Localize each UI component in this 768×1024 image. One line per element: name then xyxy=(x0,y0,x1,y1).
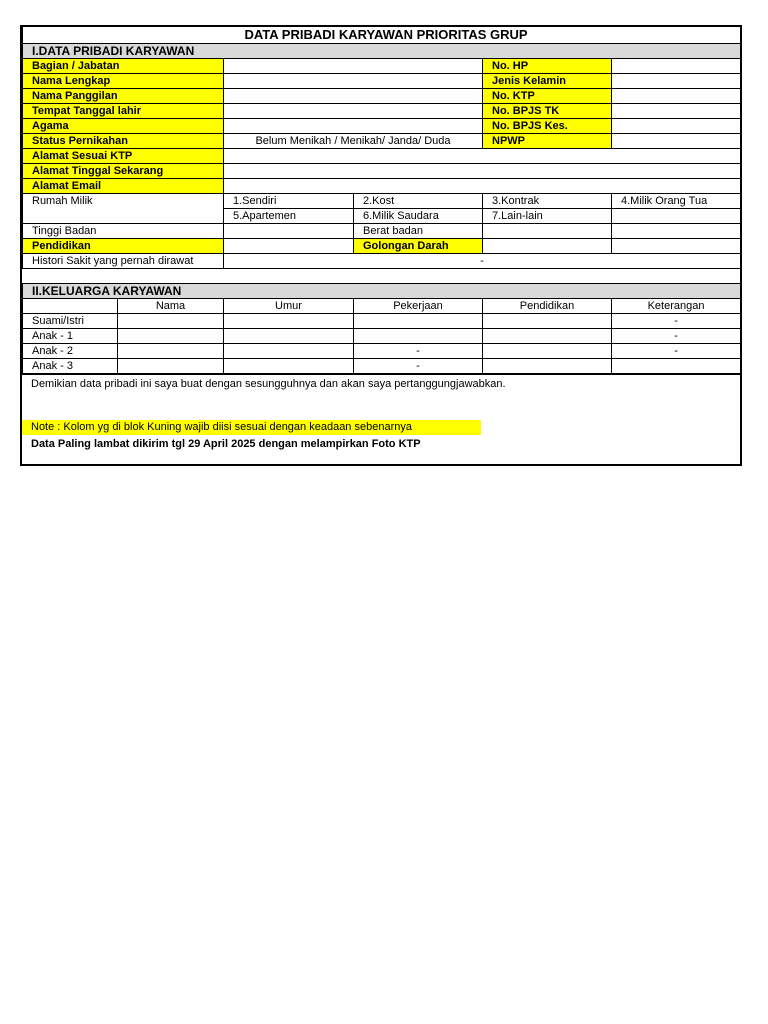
rumah-option-apartemen[interactable]: 5.Apartemen xyxy=(224,209,354,224)
field-nama-panggilan[interactable] xyxy=(224,89,483,104)
field-berat-badan[interactable] xyxy=(483,224,612,239)
family-cell-pendidikan[interactable] xyxy=(483,329,612,344)
field-golongan-extra[interactable] xyxy=(612,239,741,254)
label-berat-badan: Berat badan xyxy=(354,224,483,239)
field-bpjs-kes[interactable] xyxy=(612,119,741,134)
label-no-hp: No. HP xyxy=(483,59,612,74)
field-bpjs-tk[interactable] xyxy=(612,104,741,119)
family-cell-pekerjaan[interactable]: - xyxy=(354,359,483,374)
family-col-umur: Umur xyxy=(224,299,354,314)
field-golongan-darah[interactable] xyxy=(483,239,612,254)
statement-text: Demikian data pribadi ini saya buat dengan sesungguhnya dan akan saya pertanggungjawabkan. xyxy=(31,378,506,390)
family-cell-pendidikan[interactable] xyxy=(483,314,612,329)
rumah-option-kontrak[interactable]: 3.Kontrak xyxy=(483,194,612,209)
rumah-option-empty xyxy=(612,209,741,224)
table-row xyxy=(23,344,741,359)
field-ttl[interactable] xyxy=(224,104,483,119)
family-cell-pekerjaan[interactable] xyxy=(354,329,483,344)
rumah-option-lain-lain[interactable]: 7.Lain-lain xyxy=(483,209,612,224)
field-nama-lengkap[interactable] xyxy=(224,74,483,89)
rumah-option-kost[interactable]: 2.Kost xyxy=(354,194,483,209)
label-no-ktp: No. KTP xyxy=(483,89,612,104)
field-berat-extra[interactable] xyxy=(612,224,741,239)
family-col-keterangan: Keterangan xyxy=(612,299,741,314)
section-family-heading: II.KELUARGA KARYAWAN xyxy=(23,284,741,299)
family-cell-umur[interactable] xyxy=(224,344,354,359)
rumah-option-milik-saudara[interactable]: 6.Milik Saudara xyxy=(354,209,483,224)
label-ttl: Tempat Tanggal lahir xyxy=(23,104,224,119)
deadline-text: Data Paling lambat dikirim tgl 29 April 2025 dengan melampirkan Foto KTP xyxy=(31,438,421,450)
label-nama-lengkap: Nama Lengkap xyxy=(23,74,224,89)
family-cell-pekerjaan[interactable] xyxy=(354,314,483,329)
field-alamat-email[interactable] xyxy=(224,179,741,194)
family-cell-nama[interactable] xyxy=(118,329,224,344)
label-alamat-tinggal: Alamat Tinggal Sekarang xyxy=(23,164,224,179)
family-col-pekerjaan: Pekerjaan xyxy=(354,299,483,314)
family-cell-keterangan[interactable]: - xyxy=(612,314,741,329)
label-histori-sakit: Histori Sakit yang pernah dirawat xyxy=(23,254,224,269)
field-pendidikan[interactable] xyxy=(224,239,354,254)
family-cell-umur[interactable] xyxy=(224,329,354,344)
note-highlight: Note : Kolom yg di blok Kuning wajib diisi sesuai dengan keadaan sebenarnya xyxy=(22,420,481,435)
family-cell-nama[interactable] xyxy=(118,314,224,329)
family-cell-pekerjaan[interactable]: - xyxy=(354,344,483,359)
label-golongan-darah: Golongan Darah xyxy=(354,239,483,254)
section-personal-heading: I.DATA PRIBADI KARYAWAN xyxy=(23,44,741,59)
family-row-label: Anak - 1 xyxy=(23,329,118,344)
family-cell-pendidikan[interactable] xyxy=(483,359,612,374)
form-footer xyxy=(22,374,740,470)
rumah-option-milik-orang-tua[interactable]: 4.Milik Orang Tua xyxy=(612,194,741,209)
table-row xyxy=(23,314,741,329)
field-bagian[interactable] xyxy=(224,59,483,74)
family-col-label xyxy=(23,299,118,314)
label-bpjs-tk: No. BPJS TK xyxy=(483,104,612,119)
family-row-label: Anak - 2 xyxy=(23,344,118,359)
family-cell-keterangan[interactable]: - xyxy=(612,329,741,344)
label-bpjs-kes: No. BPJS Kes. xyxy=(483,119,612,134)
label-nama-panggilan: Nama Panggilan xyxy=(23,89,224,104)
label-alamat-ktp: Alamat Sesuai KTP xyxy=(23,149,224,164)
field-no-hp[interactable] xyxy=(612,59,741,74)
family-cell-keterangan[interactable]: - xyxy=(612,344,741,359)
employee-data-form xyxy=(20,25,742,466)
field-jenis-kelamin[interactable] xyxy=(612,74,741,89)
field-status-pernikahan[interactable]: Belum Menikah / Menikah/ Janda/ Duda xyxy=(224,134,483,149)
field-histori-sakit[interactable]: - xyxy=(224,254,741,269)
label-alamat-email: Alamat Email xyxy=(23,179,224,194)
family-cell-keterangan[interactable] xyxy=(612,359,741,374)
label-pendidikan: Pendidikan xyxy=(23,239,224,254)
table-row xyxy=(23,359,741,374)
label-bagian: Bagian / Jabatan xyxy=(23,59,224,74)
label-npwp: NPWP xyxy=(483,134,612,149)
family-row-label: Suami/Istri xyxy=(23,314,118,329)
rumah-option-sendiri[interactable]: 1.Sendiri xyxy=(224,194,354,209)
label-tinggi-badan: Tinggi Badan xyxy=(23,224,224,239)
label-status-pernikahan: Status Pernikahan xyxy=(23,134,224,149)
family-cell-umur[interactable] xyxy=(224,359,354,374)
family-col-nama: Nama xyxy=(118,299,224,314)
spacer-row xyxy=(23,269,741,284)
field-alamat-ktp[interactable] xyxy=(224,149,741,164)
form-title: DATA PRIBADI KARYAWAN PRIORITAS GRUP xyxy=(23,27,741,44)
personal-data-table xyxy=(22,27,741,374)
label-rumah-milik: Rumah Milik xyxy=(23,194,224,224)
family-cell-nama[interactable] xyxy=(118,359,224,374)
family-row-label: Anak - 3 xyxy=(23,359,118,374)
field-no-ktp[interactable] xyxy=(612,89,741,104)
field-agama[interactable] xyxy=(224,119,483,134)
table-row xyxy=(23,329,741,344)
label-jenis-kelamin: Jenis Kelamin xyxy=(483,74,612,89)
family-col-pendidikan: Pendidikan xyxy=(483,299,612,314)
field-alamat-tinggal[interactable] xyxy=(224,164,741,179)
family-cell-nama[interactable] xyxy=(118,344,224,359)
family-cell-umur[interactable] xyxy=(224,314,354,329)
field-tinggi-badan[interactable] xyxy=(224,224,354,239)
label-agama: Agama xyxy=(23,119,224,134)
field-npwp[interactable] xyxy=(612,134,741,149)
family-cell-pendidikan[interactable] xyxy=(483,344,612,359)
